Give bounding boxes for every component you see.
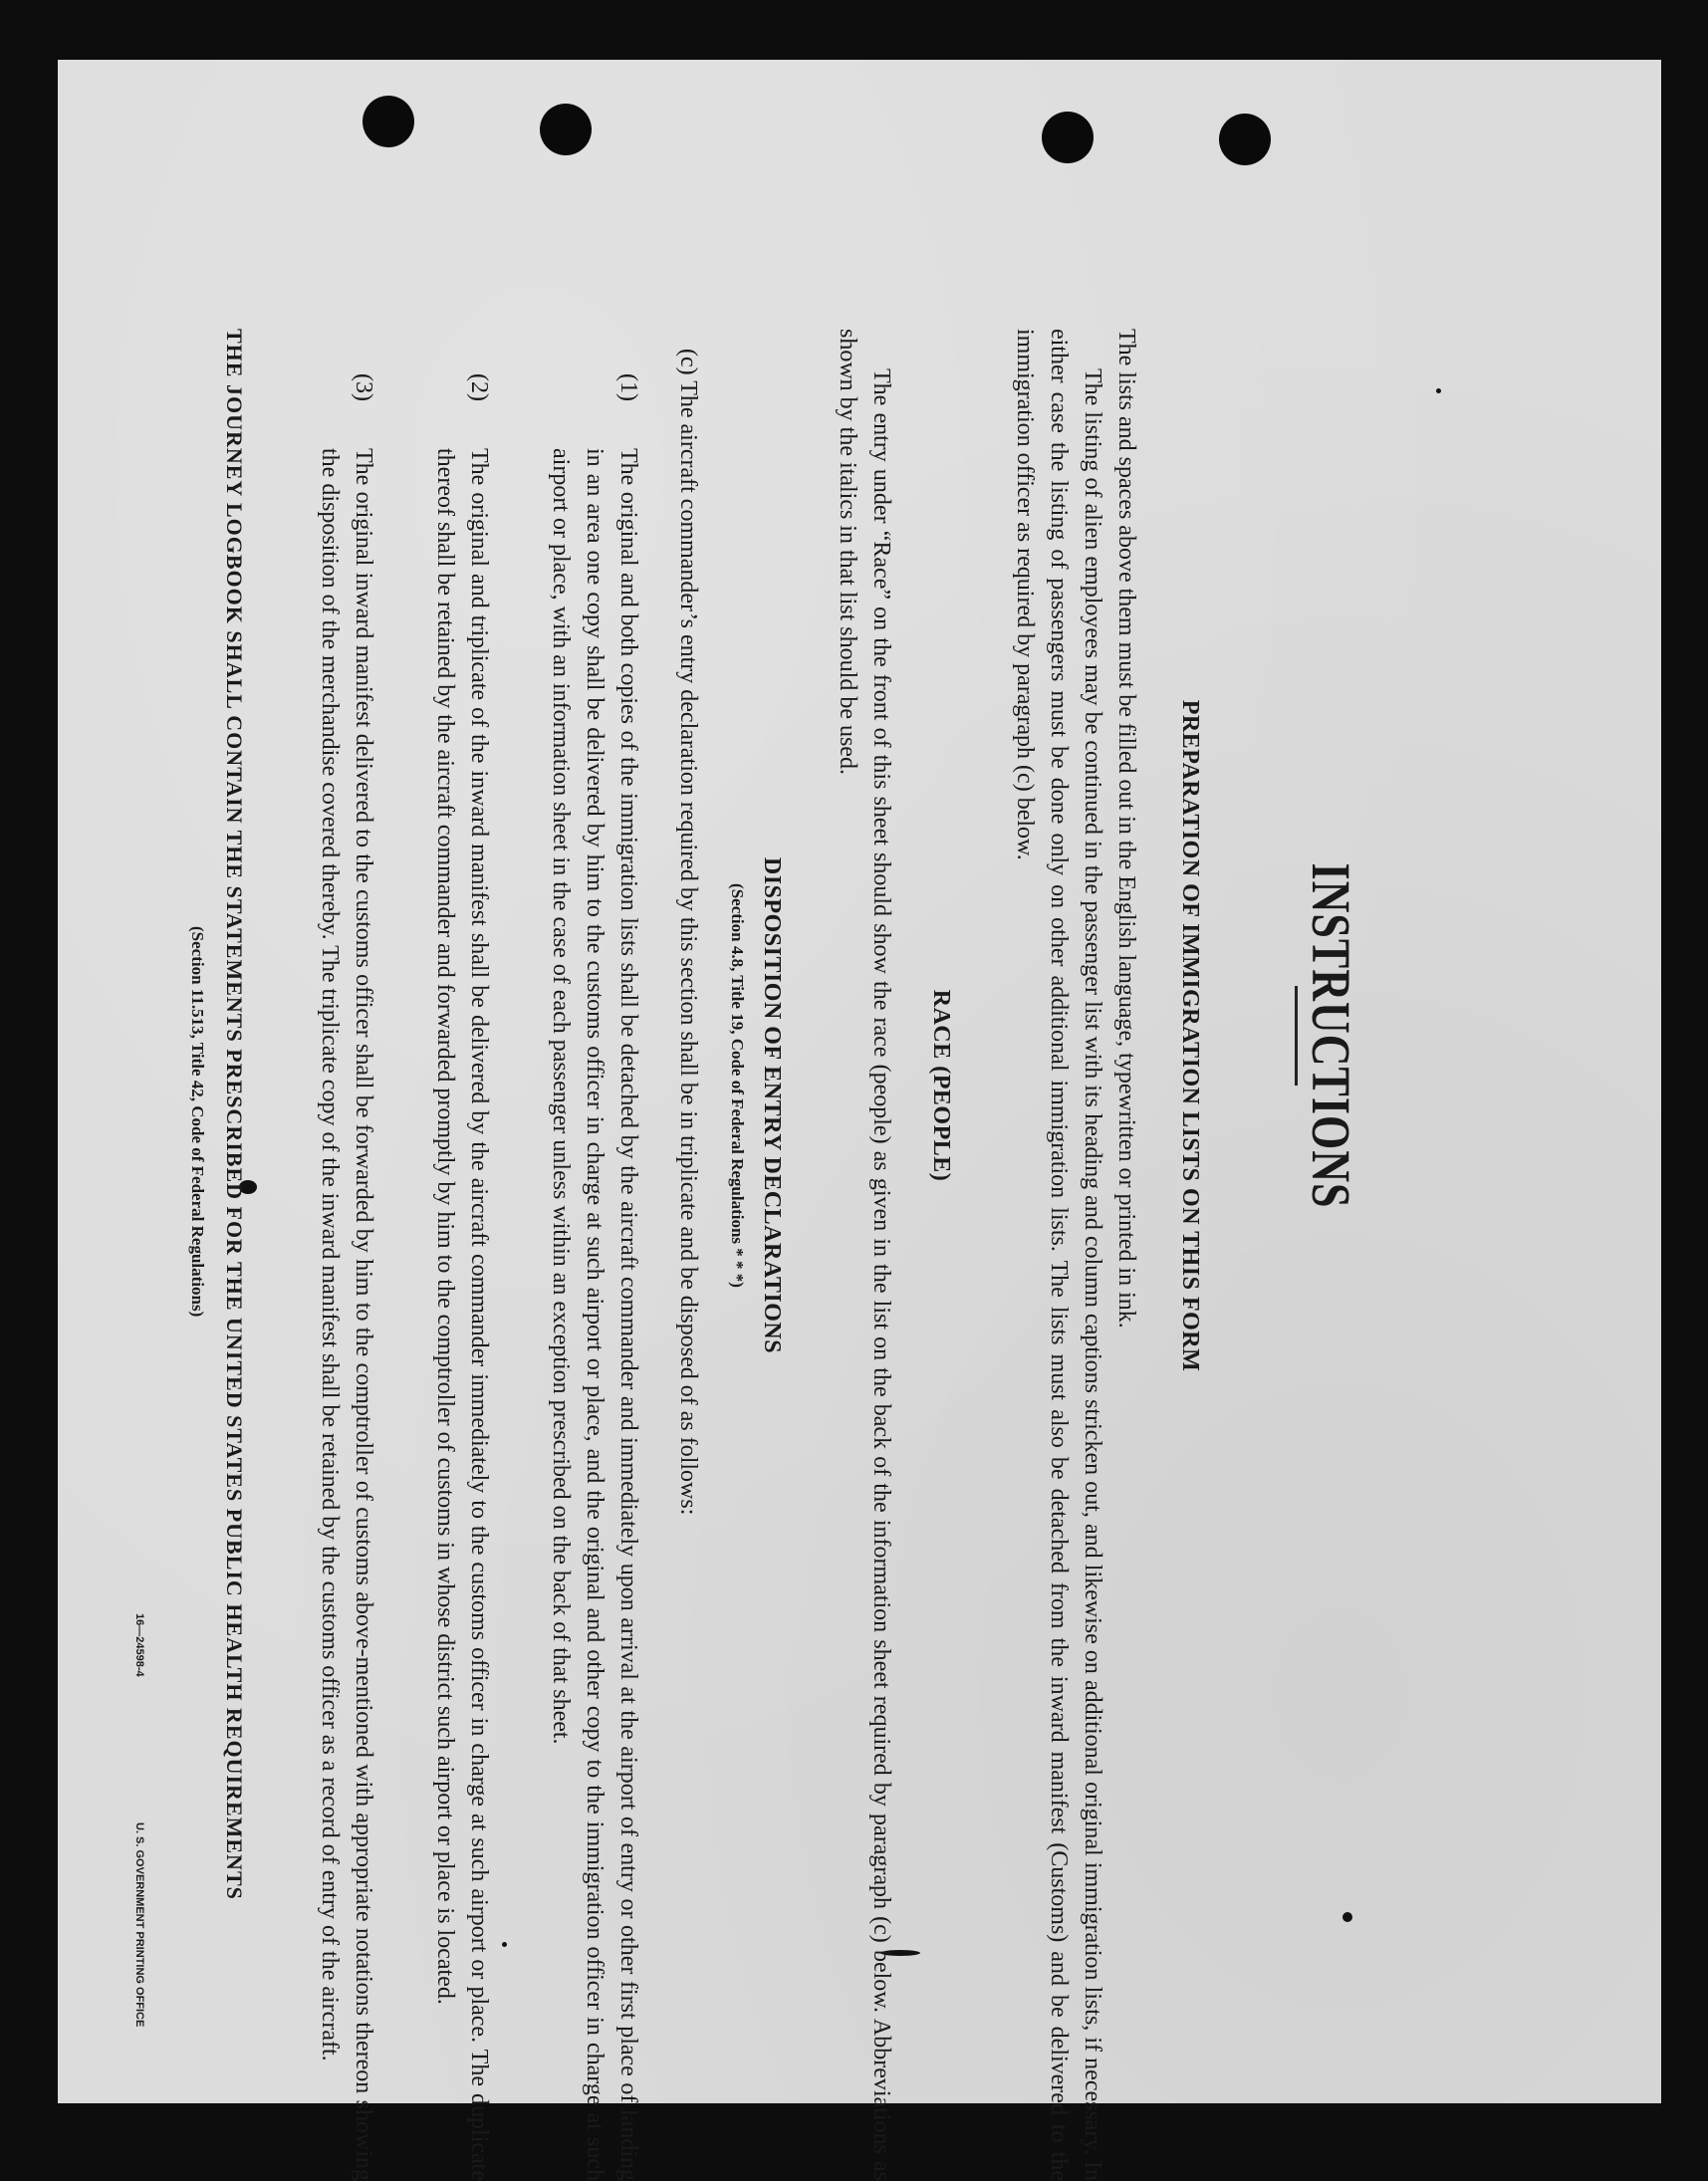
disposition-item-1	[544, 373, 645, 2181]
item-text: The original inward manifest delivered to the customs officer shall be forwarded by him to the comptroller of customs above-mentioned with appropriate notations thereon showing the disposition of the merchandise covered thereby. The triplicate copy of the inward manifest shall be retained by the customs officer as a record of entry of the aircraft.	[317, 448, 376, 2181]
disposition-citation: (Section 4.8, Title 19, Code of Federal Regulations * * *)	[728, 883, 747, 1288]
prep-heading: PREPARATION OF IMMIGRATION LISTS ON THIS FORM	[1177, 699, 1203, 1372]
punch-hole	[540, 104, 592, 155]
item-number: (3)	[351, 373, 376, 401]
prep-paragraph-1: The lists and spaces above them must be filled out in the English language, typewritten or printed in ink.	[1113, 329, 1139, 1329]
race-heading: RACE (PEOPLE)	[928, 989, 954, 1182]
page-title: INSTRUCTIONS	[1300, 862, 1361, 1209]
form-code: 16—24598-4	[133, 1613, 145, 1677]
item-text: The original and both copies of the immigration lists shall be detached by the aircraft commander and immediately upon arrival at the airport of entry or other first place of landing in an area one copy shall be delivered by him to the customs officer in charge at such airport or place, and the original and other copy to the immigration officer in charge at such airport or place, with an information sheet in the case of each passenger unless within an exception prescribed on the back of that sheet.	[548, 448, 641, 2181]
title-underline	[1295, 986, 1298, 1086]
item-text: The original and triplicate of the inward manifest shall be delivered by the aircraft commander immediately to the customs officer in charge at such airport or place. The duplicate thereof shall be retained by the aircraft commander and forwarded promptly by him to the comptroller of customs in whose district such airport or place is located.	[432, 448, 492, 2181]
race-paragraph: The entry under “Race” on the front of this sheet should show the race (people) as given in the list on the back of the information sheet required by paragraph (c) below. Abbreviations as shown by the italics in that list should be used.	[835, 329, 894, 2181]
disposition-intro: (c) The aircraft commander’s entry declaration required by this section shall be in triplicate and be disposed of as follows:	[675, 349, 701, 1516]
disposition-item-2	[428, 373, 496, 2181]
punch-hole	[1219, 114, 1271, 165]
prep-paragraph-2: The listing of alien employees may be continued in the passenger list with its heading and column captions stricken out, and likewise on additional original immigration lists, if necessary. In either case the listing of passengers must be done only on other additional immigration lists. The lists must also be detached from the inward manifest (Customs) and be delivered to the immigration officer as required by paragraph (c) below.	[1012, 329, 1105, 2181]
disposition-item-3	[313, 373, 380, 2181]
printer-imprint: U. S. GOVERNMENT PRINTING OFFICE	[133, 1822, 145, 2028]
punch-hole	[363, 96, 414, 147]
logbook-citation: (Section 11.513, Title 42, Code of Federal Regulations)	[188, 926, 207, 1318]
ink-speck	[1436, 388, 1441, 393]
punch-hole	[1042, 112, 1094, 163]
item-number: (1)	[615, 373, 641, 401]
rotated-content	[78, 309, 1392, 2181]
disposition-heading: DISPOSITION OF ENTRY DECLARATIONS	[759, 856, 785, 1354]
item-number: (2)	[466, 373, 492, 401]
logbook-statement: THE JOURNEY LOGBOOK SHALL CONTAIN THE STATEMENTS PRESCRIBED FOR THE UNITED STATES PUBLIC HEALTH REQUIREMENTS	[222, 329, 247, 1900]
document-page	[58, 60, 1661, 2181]
